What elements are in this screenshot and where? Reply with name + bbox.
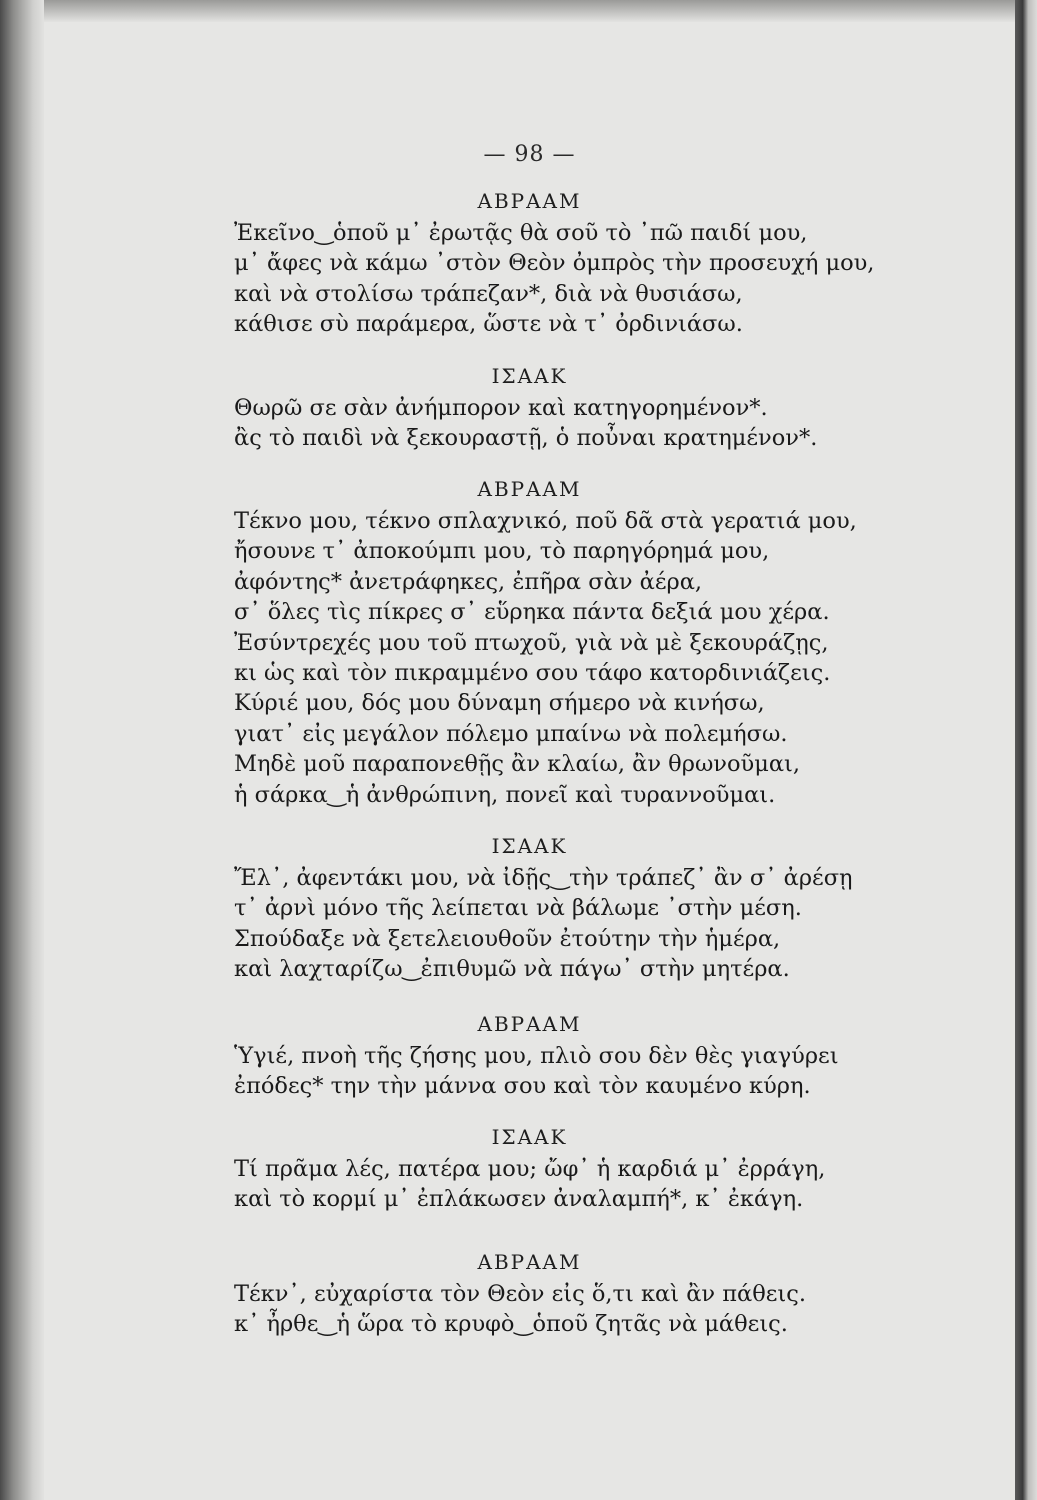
speech-block-abraam-4	[44, 1245, 1015, 1340]
verse-line: Ὑγιέ, πνοὴ τῆς ζήσης μου, πλιὸ σου δὲν θὲς γιαγύρει	[234, 1043, 839, 1069]
verse-line: κάθισε σὺ παράμερα, ὥστε νὰ τ᾽ ὀρδινιάσω.	[234, 311, 743, 338]
verse-line: καὶ λαχταρίζω‿ἐπιθυμῶ νὰ πάγω᾽ στὴν μητέρα.	[234, 956, 790, 983]
verse-line: καὶ νὰ στολίσω τράπεζαν*, διὰ νὰ θυσιάσω,	[234, 280, 743, 307]
verse-line: σ᾽ ὅλες τὶς πίκρες σ᾽ εὕρηκα πάντα δεξιά μου χέρα.	[234, 599, 830, 626]
scan-binding-shadow	[0, 0, 44, 1500]
verse-line: κι ὡς καὶ τὸν πικραμμένο σου τάφο κατορδινιάζεις.	[234, 659, 831, 686]
scan-top-shadow	[0, 0, 1037, 22]
speaker-label: ΑΒΡΑΑΜ	[477, 1250, 582, 1274]
verse-line: Ἔλ᾽, ἀφεντάκι μου, νὰ ἰδῇς‿τὴν τράπεζ᾽ ἂν σ᾽ ἀρέσῃ	[234, 865, 853, 891]
speech-block-abraam-2	[44, 472, 1015, 810]
page-number: — 98 —	[483, 142, 576, 167]
verse-line: ἀφόντης* ἀνετράφηκες, ἐπῆρα σὰν ἀέρα,	[234, 568, 703, 595]
verse-line: Θωρῶ σε σὰν ἀνήμπορον καὶ κατηγορημένον*.	[234, 395, 768, 421]
verse-line: γιατ᾽ εἰς μεγάλον πόλεμο μπαίνω νὰ πολεμήσω.	[234, 720, 788, 747]
speaker-label: ΙΣΑΑΚ	[491, 364, 568, 388]
speaker-label: ΙΣΑΑΚ	[491, 1125, 568, 1149]
verse-line: μ᾽ ἄφες νὰ κάμω ᾽στὸν Θεὸν ὀμπρὸς τὴν προσευχή μου,	[234, 250, 875, 277]
verse-line: ἐπόδες* την τὴν μάννα σου καὶ τὸν καυμένο κύρη.	[234, 1073, 811, 1100]
verse-line: καὶ τὸ κορμί μ᾽ ἐπλάκωσεν ἀναλαμπή*, κ᾽ ἐκάγη.	[234, 1186, 804, 1213]
speech-block-isaak-2	[44, 829, 1015, 985]
speech-block-abraam-3	[44, 1007, 1015, 1102]
verse-line: Κύριέ μου, δός μου δύναμη σήμερο νὰ κινήσω,	[234, 690, 765, 717]
verse-line: ἡ σάρκα‿ἡ ἀνθρώπινη, πονεῖ καὶ τυραννοῦμαι.	[234, 781, 776, 808]
verse-line: Σπούδαξε νὰ ξετελειουθοῦν ἐτούτην τὴν ἡμέρα,	[234, 925, 781, 952]
speaker-label: ΙΣΑΑΚ	[491, 834, 568, 858]
book-page	[44, 22, 1015, 1500]
verse-line: ἤσουνε τ᾽ ἀποκούμπι μου, τὸ παρηγόρημά μου,	[234, 538, 770, 565]
verse-line: Μηδὲ μοῦ παραπονεθῇς ἂν κλαίω, ἂν θρωνοῦμαι,	[234, 751, 800, 778]
speech-block-abraam-1	[44, 184, 1015, 340]
verse-line: Ἐκεῖνο‿ὁποῦ μ᾽ ἐρωτᾷς θὰ σοῦ τὸ ᾽πῶ παιδί μου,	[234, 220, 808, 246]
speaker-label: ΑΒΡΑΑΜ	[477, 189, 582, 213]
verse-line: κ᾽ ἦρθε‿ἡ ὥρα τὸ κρυφὸ‿ὁποῦ ζητᾶς νὰ μάθεις.	[234, 1311, 788, 1338]
verse-line: ἂς τὸ παιδὶ νὰ ξεκουραστῇ, ὁ ποὖναι κρατημένον*.	[234, 425, 818, 452]
speech-block-isaak-1	[44, 359, 1015, 454]
verse-line: Τί πρᾶμα λές, πατέρα μου; ὤφ᾽ ἡ καρδιά μ᾽ ἐρράγη,	[234, 1156, 826, 1182]
speech-block-isaak-3	[44, 1120, 1015, 1215]
verse-line: Τέκν᾽, εὐχαρίστα τὸν Θεὸν εἰς ὅ,τι καὶ ἂν πάθεις.	[234, 1281, 806, 1307]
speaker-label: ΑΒΡΑΑΜ	[477, 477, 582, 501]
verse-line: τ᾽ ἀρνὶ μόνο τῆς λείπεται νὰ βάλωμε ᾽στὴν μέση.	[234, 895, 802, 922]
verse-line: Ἐσύντρεχές μου τοῦ πτωχοῦ, γιὰ νὰ μὲ ξεκουράζῃς,	[234, 629, 829, 656]
speaker-label: ΑΒΡΑΑΜ	[477, 1012, 582, 1036]
verse-line: Τέκνο μου, τέκνο σπλαχνικό, ποῦ δᾶ στὰ γερατιά μου,	[234, 508, 857, 534]
